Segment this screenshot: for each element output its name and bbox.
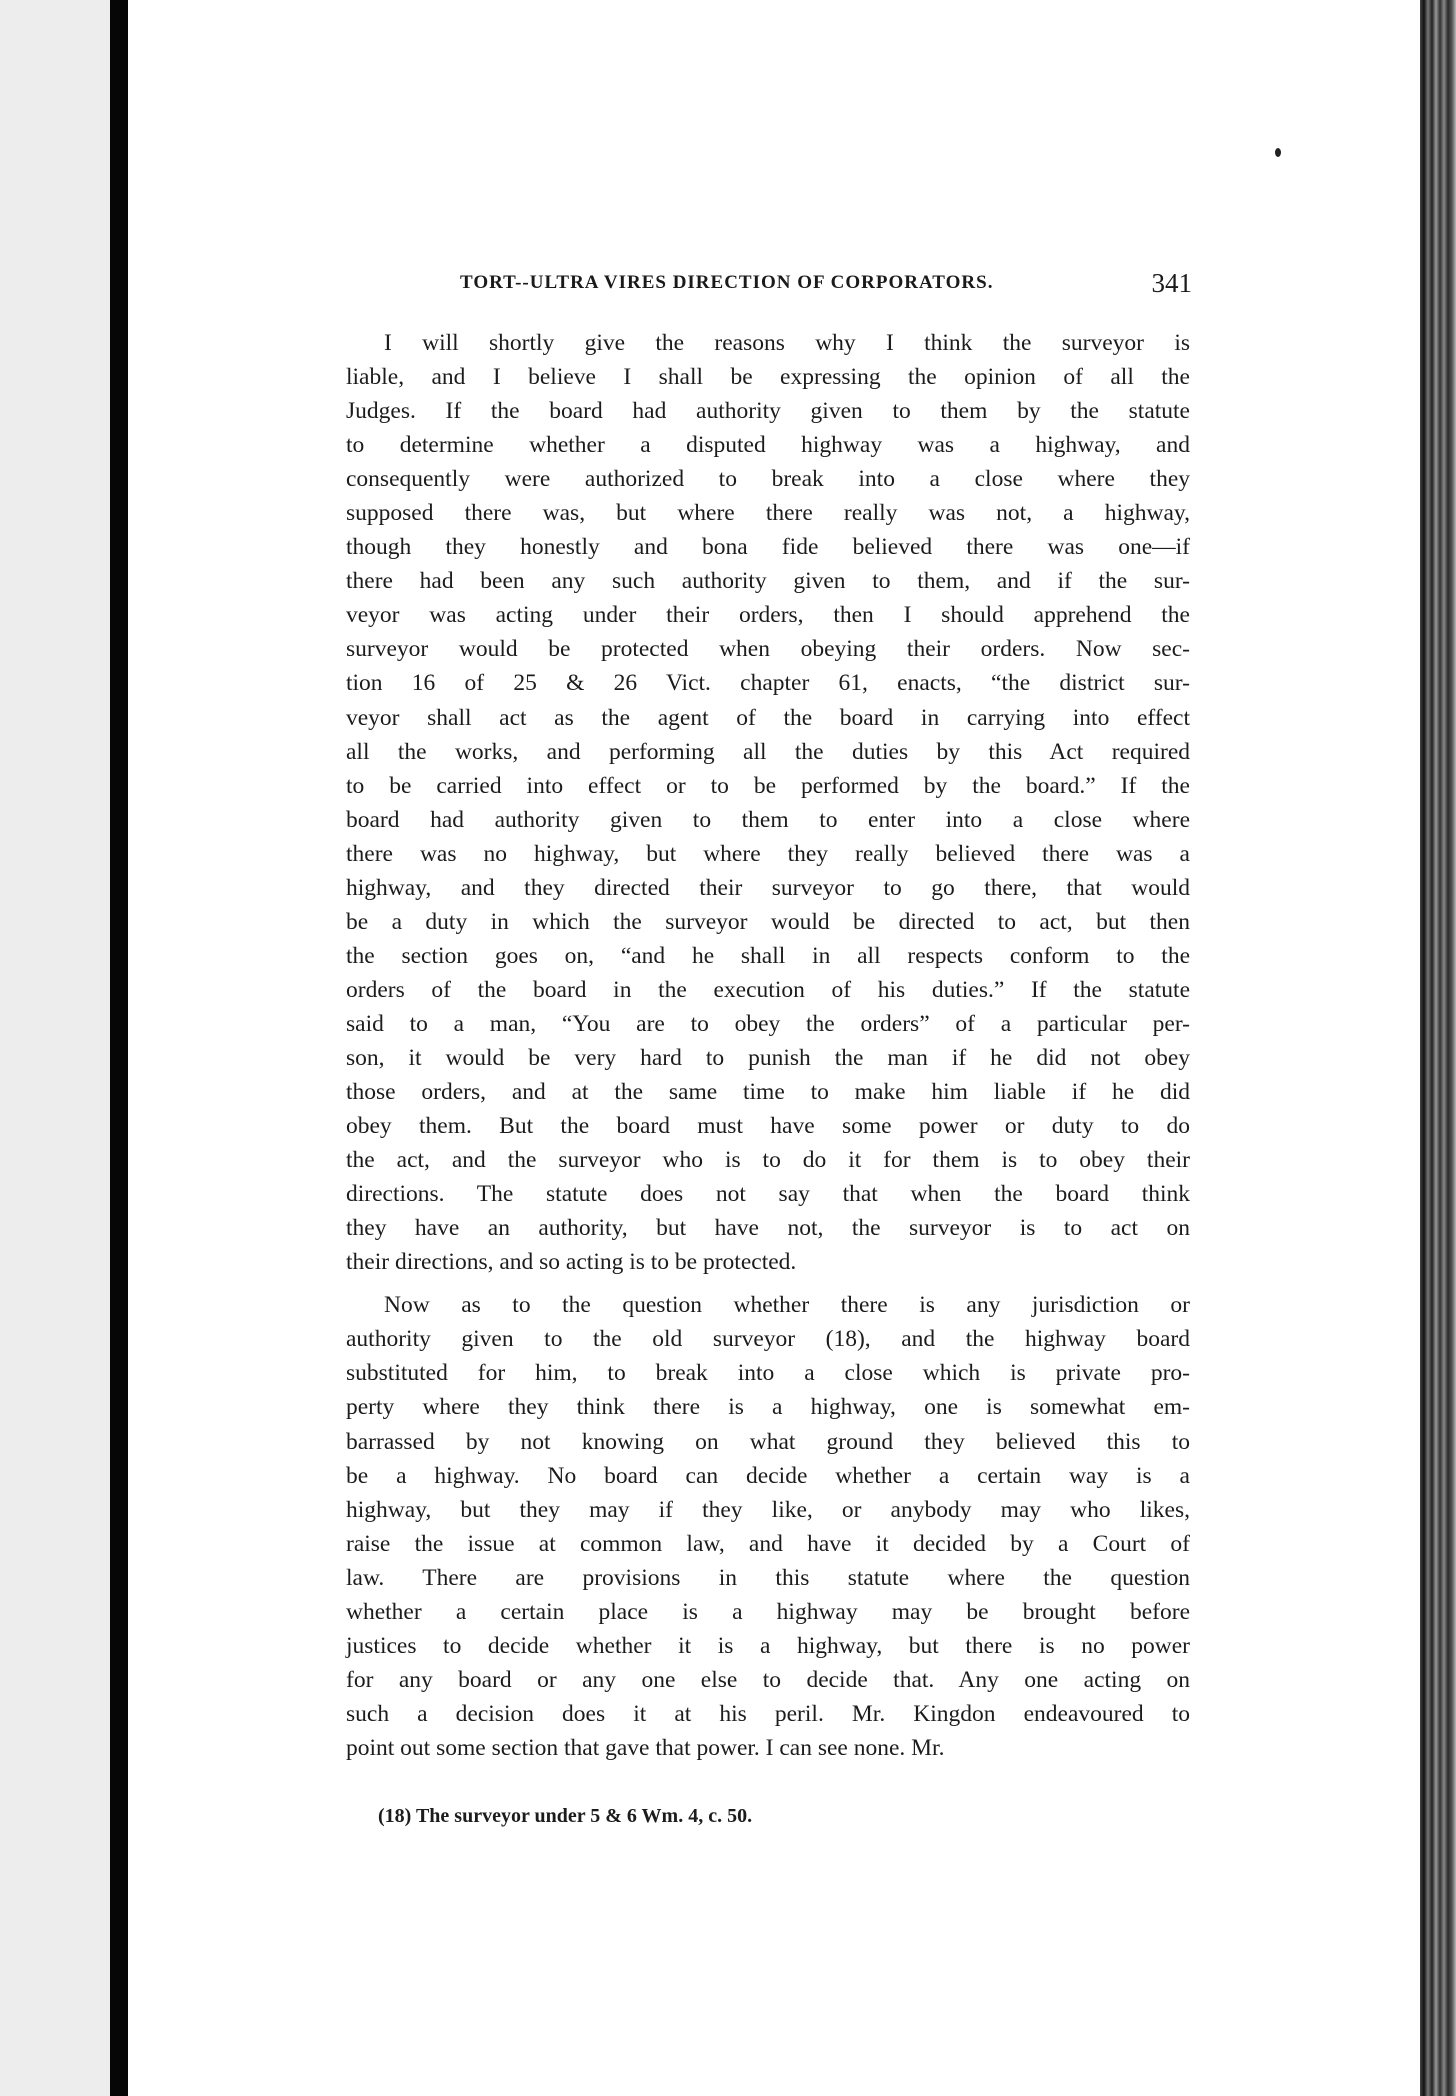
footnote: (18) The surveyor under 5 & 6 Wm. 4, c. 50.	[378, 1805, 753, 1827]
text-line: consequently were authorized to break into a close where they	[346, 466, 1190, 493]
text-line: veyor was acting under their orders, then I should apprehend the	[346, 602, 1190, 629]
text-line: the act, and the surveyor who is to do it for them is to obey their	[346, 1147, 1190, 1174]
text-line: be a highway. No board can decide whether a certain way is a	[346, 1462, 1190, 1489]
facing-page-edge	[0, 0, 110, 2096]
paragraph-gap	[346, 1279, 1190, 1288]
body-text	[346, 326, 1190, 1765]
text-line: perty where they think there is a highway, one is somewhat em-	[346, 1394, 1190, 1421]
text-line: barrassed by not knowing on what ground they believed this to	[346, 1428, 1190, 1455]
book-gutter	[110, 0, 128, 2096]
text-line: there had been any such authority given to them, and if the sur-	[346, 568, 1190, 595]
text-line: to determine whether a disputed highway was a highway, and	[346, 432, 1190, 459]
text-line: their directions, and so acting is to be protected.	[346, 1249, 797, 1276]
text-line: liable, and I believe I shall be expressing the opinion of all the	[346, 364, 1190, 391]
text-line: there was no highway, but where they really believed there was a	[346, 840, 1190, 867]
text-line: veyor shall act as the agent of the board in carrying into effect	[346, 704, 1190, 731]
text-line: highway, but they may if they like, or anybody may who likes,	[346, 1496, 1190, 1523]
text-line: to be carried into effect or to be performed by the board.” If the	[346, 772, 1190, 799]
text-line: be a duty in which the surveyor would be directed to act, but then	[346, 908, 1190, 935]
text-line: son, it would be very hard to punish the man if he did not obey	[346, 1044, 1190, 1071]
text-line: whether a certain place is a highway may be brought before	[346, 1598, 1190, 1625]
text-line: such a decision does it at his peril. Mr. Kingdon endeavoured to	[346, 1700, 1190, 1727]
ink-speck	[1275, 148, 1281, 157]
text-line: tion 16 of 25 & 26 Vict. chapter 61, enacts, “the district sur-	[346, 670, 1190, 697]
text-line: board had authority given to them to enter into a close where	[346, 806, 1190, 833]
page-number: 341	[1151, 268, 1192, 298]
text-line: orders of the board in the execution of his duties.” If the statute	[346, 976, 1190, 1003]
text-line: said to a man, “You are to obey the orders” of a particular per-	[346, 1010, 1190, 1037]
text-line: substituted for him, to break into a close which is private pro-	[346, 1360, 1190, 1387]
text-line: point out some section that gave that power. I can see none. Mr.	[346, 1734, 945, 1761]
paragraph	[346, 326, 1190, 1279]
text-line: Judges. If the board had authority given to them by the statute	[346, 398, 1190, 425]
running-title: TORT--ULTRA VIRES DIRECTION OF CORPORATORS.	[460, 272, 994, 293]
text-line: supposed there was, but where there really was not, a highway,	[346, 500, 1190, 527]
paragraph	[346, 1288, 1190, 1765]
text-line: surveyor would be protected when obeying their orders. Now sec-	[346, 636, 1190, 663]
text-line: raise the issue at common law, and have it decided by a Court of	[346, 1530, 1190, 1557]
text-line: they have an authority, but have not, the surveyor is to act on	[346, 1215, 1190, 1242]
text-line: I will shortly give the reasons why I think the surveyor is	[384, 330, 1190, 356]
text-line: those orders, and at the same time to make him liable if he did	[346, 1079, 1190, 1106]
text-line: directions. The statute does not say that when the board think	[346, 1181, 1190, 1208]
text-line: authority given to the old surveyor (18), and the highway board	[346, 1326, 1190, 1353]
text-line: though they honestly and bona fide believed there was one—if	[346, 534, 1190, 561]
text-line: obey them. But the board must have some power or duty to do	[346, 1113, 1190, 1140]
text-line: law. There are provisions in this statute where the question	[346, 1564, 1190, 1591]
text-line: for any board or any one else to decide that. Any one acting on	[346, 1666, 1190, 1693]
running-head	[460, 268, 1192, 308]
text-line: all the works, and performing all the duties by this Act required	[346, 738, 1190, 765]
page-stack-edge	[1420, 0, 1456, 2096]
text-line: highway, and they directed their surveyor to go there, that would	[346, 874, 1190, 901]
text-line: justices to decide whether it is a highway, but there is no power	[346, 1632, 1190, 1659]
text-line: the section goes on, “and he shall in all respects conform to the	[346, 942, 1190, 969]
text-line: Now as to the question whether there is any jurisdiction or	[384, 1292, 1190, 1319]
